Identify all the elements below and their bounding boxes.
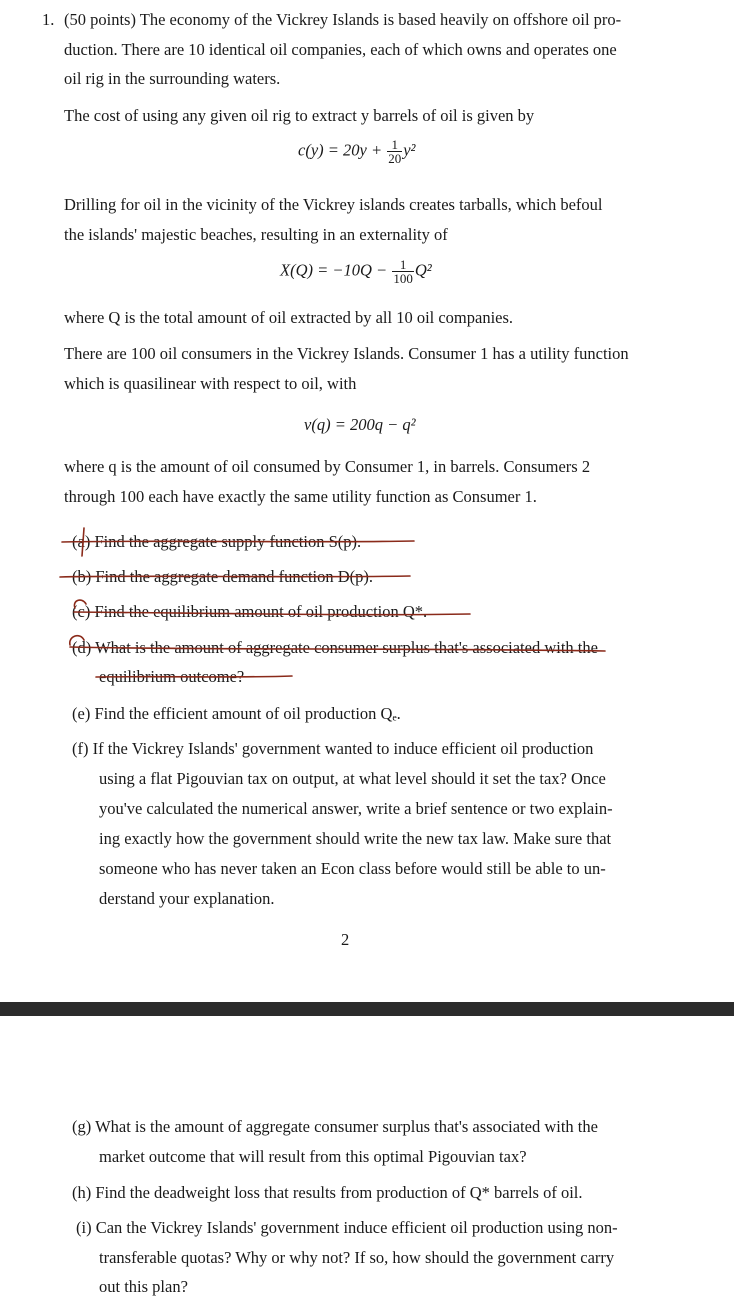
circle-part-d <box>70 636 84 645</box>
problem-number: 1. <box>42 10 55 29</box>
strike-part-d-2 <box>96 676 292 677</box>
part-d-line-2: equilibrium outcome? <box>99 667 245 686</box>
strike-part-a-mark <box>82 528 84 556</box>
part-g-line-1: (g) What is the amount of aggregate consumer surplus that's associated with the <box>72 1117 598 1136</box>
part-i-line-3: out this plan? <box>99 1277 188 1296</box>
part-b: (b) Find the aggregate demand function D(p). <box>72 567 374 586</box>
externality-line-2: the islands' majestic beaches, resulting in an externality of <box>64 225 448 244</box>
ext-eq-den: 100 <box>393 271 413 286</box>
part-c: (c) Find the equilibrium amount of oil production Q*. <box>72 602 428 621</box>
ext-eq-lhs: X(Q) = −10Q − <box>280 260 392 280</box>
ext-eq-num: 1 <box>392 258 414 272</box>
strike-part-a <box>62 541 414 542</box>
part-i-line-2: transferable quotas? Why or why not? If so, how should the government carry <box>99 1248 615 1267</box>
part-f-line-4: ing exactly how the government should write the new tax law. Make sure that <box>99 829 612 848</box>
part-f-line-3: you've calculated the numerical answer, write a brief sentence or two explain- <box>99 799 613 818</box>
part-f-line-2: using a flat Pigouvian tax on output, at what level should it set the tax? Once <box>99 769 606 788</box>
cost-intro: The cost of using any given oil rig to extract y barrels of oil is given by <box>64 106 535 125</box>
consumer-line-1: There are 100 oil consumers in the Vickrey Islands. Consumer 1 has a utility function <box>64 344 629 363</box>
utility-where-2: through 100 each have exactly the same utility function as Consumer 1. <box>64 487 537 506</box>
strike-part-c <box>74 612 470 615</box>
externality-line-1: Drilling for oil in the vicinity of the Vickrey islands creates tarballs, which befoul <box>64 195 603 214</box>
strike-part-d <box>70 647 605 651</box>
page-number: 2 <box>341 930 350 949</box>
cost-eq-den: 20 <box>388 151 402 166</box>
externality-where: where Q is the total amount of oil extracted by all 10 oil companies. <box>64 308 514 327</box>
page-divider <box>0 1002 734 1016</box>
circle-part-c <box>74 600 86 608</box>
intro-line-2: duction. There are 10 identical oil companies, each of which owns and operates one <box>64 40 617 59</box>
cost-eq-lhs: c(y) = 20y + <box>298 140 387 160</box>
part-i-line-1: (i) Can the Vickrey Islands' government induce efficient oil production using non- <box>76 1218 618 1237</box>
part-f-line-5: someone who has never taken an Econ class before would still be able to un- <box>99 859 606 878</box>
intro-line-1: (50 points) The economy of the Vickrey Islands is based heavily on offshore oil pro- <box>64 10 622 29</box>
part-f-line-6: derstand your explanation. <box>99 889 275 908</box>
cost-eq-rhs: y² <box>403 140 416 160</box>
part-a: (a) Find the aggregate supply function S(p). <box>72 532 362 551</box>
part-h: (h) Find the deadweight loss that results from production of Q* barrels of oil. <box>72 1183 583 1202</box>
utility-where-1: where q is the amount of oil consumed by Consumer 1, in barrels. Consumers 2 <box>64 457 591 476</box>
part-e: (e) Find the efficient amount of oil production Qₑ. <box>72 704 401 723</box>
ext-eq-rhs: Q² <box>414 260 432 280</box>
consumer-line-2: which is quasilinear with respect to oil, with <box>64 374 357 393</box>
utility-equation: v(q) = 200q − q² <box>304 415 416 434</box>
intro-line-3: oil rig in the surrounding waters. <box>64 69 281 88</box>
part-g-line-2: market outcome that will result from this optimal Pigouvian tax? <box>99 1147 527 1166</box>
part-d-line-1: (d) What is the amount of aggregate consumer surplus that's associated with the <box>72 638 598 657</box>
part-f-line-1: (f) If the Vickrey Islands' government wanted to induce efficient oil production <box>72 739 594 758</box>
cost-eq-num: 1 <box>387 138 402 152</box>
strike-part-b <box>60 576 410 577</box>
